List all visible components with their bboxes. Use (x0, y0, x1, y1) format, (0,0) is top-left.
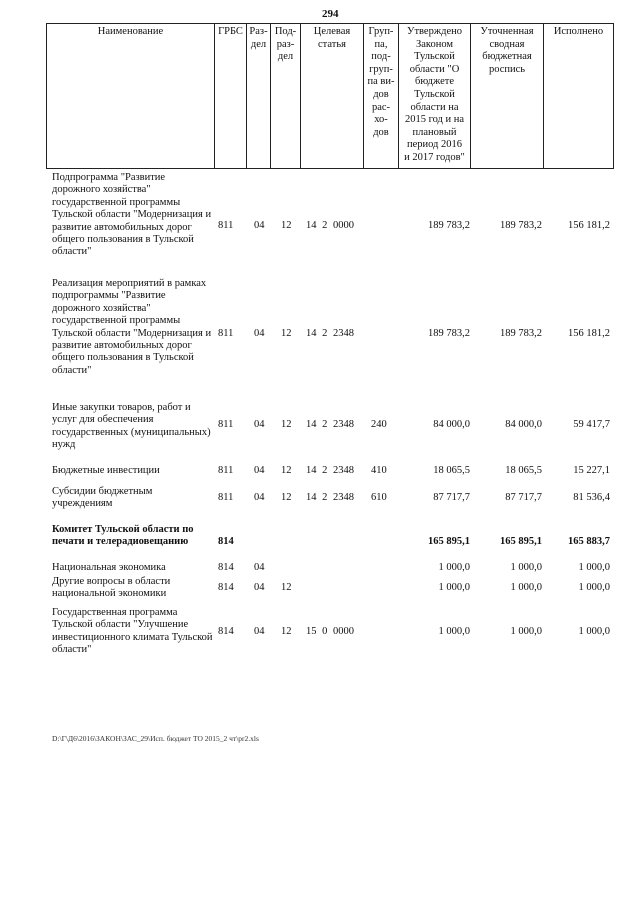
row-name: Иные закупки товаров, работ и услуг для обеспечения государственных (муниципальных) нужд (52, 402, 211, 451)
row-name: Субсидии бюджетным учреждениям (52, 486, 153, 510)
header-utverzhdeno (398, 23, 470, 169)
row-utochnennaya: 1 000,0 (510, 582, 542, 593)
row-utverzhdeno: 1 000,0 (438, 626, 470, 637)
header-utochnennaya (470, 23, 543, 169)
row-utverzhdeno: 84 000,0 (433, 419, 470, 430)
row-grbs: 814 (218, 582, 234, 593)
row-utochnennaya: 87 717,7 (505, 492, 542, 503)
row-podrazdel: 12 (281, 492, 292, 503)
row-grbs: 811 (218, 465, 234, 476)
page-number: 294 (322, 8, 339, 20)
row-utochnennaya: 189 783,2 (500, 328, 542, 339)
row-name: Бюджетные инвестиции (52, 465, 160, 476)
row-razdel: 04 (254, 582, 265, 593)
header-grbs (214, 23, 246, 169)
row-razdel: 04 (254, 465, 265, 476)
row-celevaya: 14 2 0000 (306, 220, 354, 231)
header-name-label: Наименование (97, 26, 164, 37)
row-utochnennaya: 1 000,0 (510, 626, 542, 637)
row-utochnennaya: 189 783,2 (500, 220, 542, 231)
header-ispolneno-label: Исполнено (553, 26, 604, 37)
row-ispolneno: 81 536,4 (573, 492, 610, 503)
row-podrazdel: 12 (281, 328, 292, 339)
row-utochnennaya: 18 065,5 (505, 465, 542, 476)
row-utverzhdeno: 165 895,1 (428, 536, 470, 547)
row-grbs: 811 (218, 419, 234, 430)
row-gruppa: 410 (371, 465, 387, 476)
row-utverzhdeno: 87 717,7 (433, 492, 470, 503)
row-utverzhdeno: 1 000,0 (438, 562, 470, 573)
header-utochnennaya-label: Уточненная сводная бюджетная роспись (480, 26, 534, 75)
header-gruppa-label: Груп- па, под- груп- па ви- дов рас- хо- дов (367, 26, 395, 138)
header-ispolneno (543, 23, 614, 169)
row-grbs: 814 (218, 562, 234, 573)
header-celevaya (300, 23, 363, 169)
row-ispolneno: 156 181,2 (568, 220, 610, 231)
row-grbs: 811 (218, 492, 234, 503)
row-celevaya: 14 2 2348 (306, 419, 354, 430)
row-grbs: 814 (218, 626, 234, 637)
row-ispolneno: 1 000,0 (578, 582, 610, 593)
row-utverzhdeno: 1 000,0 (438, 582, 470, 593)
row-razdel: 04 (254, 220, 265, 231)
row-name: Комитет Тульской области по печати и телерадиовещанию (52, 524, 194, 548)
row-podrazdel: 12 (281, 626, 292, 637)
row-ispolneno: 59 417,7 (573, 419, 610, 430)
row-gruppa: 610 (371, 492, 387, 503)
row-name: Национальная экономика (52, 562, 166, 573)
header-grbs-label: ГРБС (218, 26, 243, 37)
row-razdel: 04 (254, 626, 265, 637)
row-podrazdel: 12 (281, 582, 292, 593)
header-celevaya-label: Целевая статья (313, 26, 351, 50)
row-razdel: 04 (254, 562, 265, 573)
header-razdel-label: Раз- дел (249, 26, 268, 50)
row-celevaya: 14 2 2348 (306, 492, 354, 503)
row-razdel: 04 (254, 419, 265, 430)
row-ispolneno: 15 227,1 (573, 465, 610, 476)
row-utochnennaya: 84 000,0 (505, 419, 542, 430)
row-utverzhdeno: 18 065,5 (433, 465, 470, 476)
row-celevaya: 14 2 2348 (306, 328, 354, 339)
row-podrazdel: 12 (281, 419, 292, 430)
row-utochnennaya: 165 895,1 (500, 536, 542, 547)
row-ispolneno: 156 181,2 (568, 328, 610, 339)
header-razdel (246, 23, 270, 169)
row-gruppa: 240 (371, 419, 387, 430)
row-podrazdel: 12 (281, 220, 292, 231)
row-utverzhdeno: 189 783,2 (428, 220, 470, 231)
header-name (46, 23, 214, 169)
row-ispolneno: 1 000,0 (578, 562, 610, 573)
row-ispolneno: 165 883,7 (568, 536, 610, 547)
row-razdel: 04 (254, 492, 265, 503)
row-grbs: 811 (218, 328, 234, 339)
row-name: Государственная программа Тульской области "Улучшение инвестиционного климата Тульской области" (52, 607, 213, 656)
row-utverzhdeno: 189 783,2 (428, 328, 470, 339)
row-grbs: 811 (218, 220, 234, 231)
row-grbs: 814 (218, 536, 234, 547)
header-podrazdel-label: Под- раз- дел (274, 26, 297, 63)
row-name: Другие вопросы в области национальной экономики (52, 576, 171, 600)
row-podrazdel: 12 (281, 465, 292, 476)
row-celevaya: 15 0 0000 (306, 626, 354, 637)
row-razdel: 04 (254, 328, 265, 339)
row-utochnennaya: 1 000,0 (510, 562, 542, 573)
row-celevaya: 14 2 2348 (306, 465, 354, 476)
row-name: Реализация мероприятий в рамках подпрограммы "Развитие дорожного хозяйства" государственной программы Тульской области "Модернизация и развитие автомобильных дорог общего пользования в Тульской области" (52, 278, 212, 376)
row-name: Подпрограмма "Развитие дорожного хозяйства" государственной программы Тульской области "Модернизация и развитие автомобильных дорог общего пользования в Тульской области" (52, 172, 212, 258)
header-gruppa (363, 23, 398, 169)
row-ispolneno: 1 000,0 (578, 626, 610, 637)
header-utverzhdeno-label: Утверждено Законом Тульской области "О бюджете Тульской области на 2015 год и на плановый период 2016 и 2017 годов" (404, 26, 465, 163)
file-path-footer: D:\Г\Д6\2016\ЗАКОН\ЗАС_29\Исп. бюджет ТО 2015_2 чт\pr2.xls (52, 734, 259, 743)
header-podrazdel (270, 23, 300, 169)
